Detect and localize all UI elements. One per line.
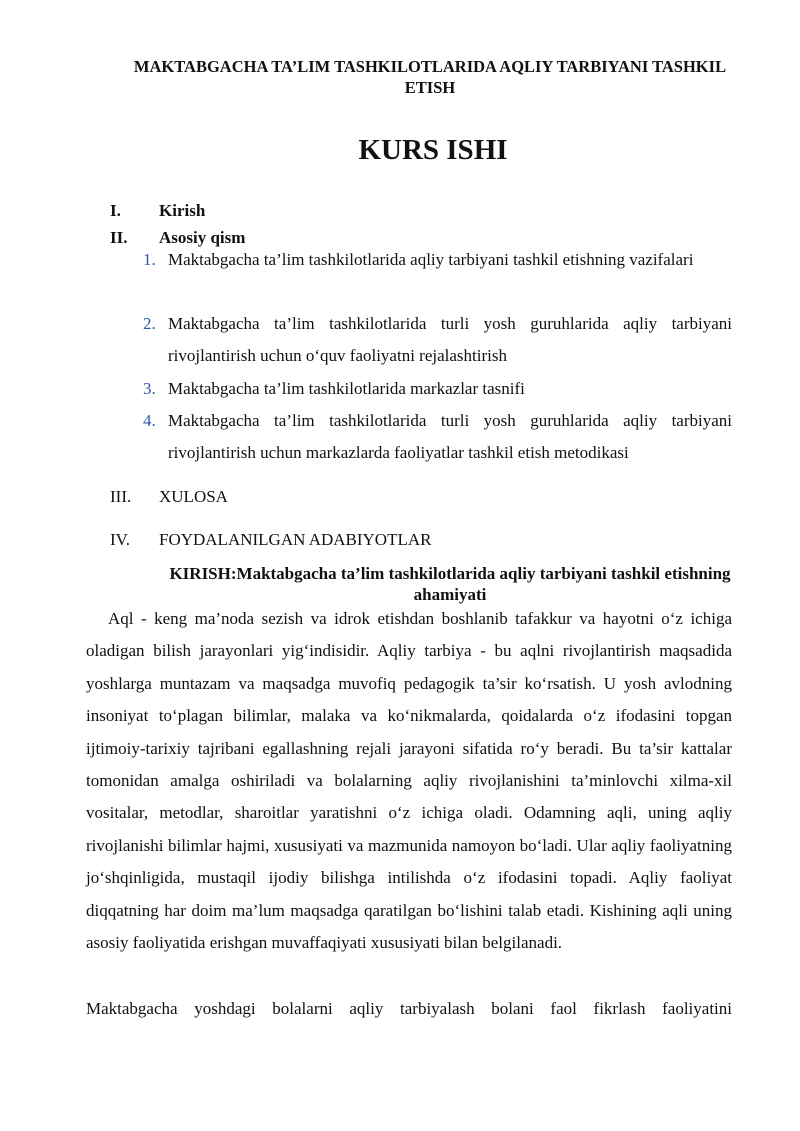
section-heading-kirish: KIRISH:Maktabgacha ta’lim tashkilotlarida aqliy tarbiyani tashkil etishning ahamiyati <box>169 564 731 604</box>
toc-subitem-label: Maktabgacha ta’lim tashkilotlarida aqliy tarbiyani tashkil etishning vazifalari <box>168 250 694 269</box>
toc-label: XULOSA <box>159 487 228 506</box>
toc-number: I. <box>110 201 121 220</box>
toc-subitem-2 <box>143 308 732 372</box>
toc-subitem-number: 1. <box>143 250 156 269</box>
toc-label: Asosiy qism <box>159 228 246 247</box>
document-subtitle: KURS ISHI <box>358 134 508 166</box>
toc-number: IV. <box>110 530 130 549</box>
toc-label: Kirish <box>159 201 206 220</box>
toc-subitem-label: Maktabgacha ta’lim tashkilotlarida turli yosh guruhlarida aqliy tarbiyani rivojlantirish uchun markazlarda faoliyatlar tashkil etish metodikasi <box>168 411 732 462</box>
toc-item-kirish <box>110 200 205 222</box>
toc-number: II. <box>110 228 128 247</box>
toc-subitem-3 <box>143 373 732 405</box>
toc-subitem-number: 3. <box>143 379 156 398</box>
toc-subitem-number: 4. <box>143 411 156 430</box>
toc-label: FOYDALANILGAN ADABIYOTLAR <box>159 530 432 549</box>
toc-item-xulosa <box>110 486 228 508</box>
toc-subitem-1 <box>143 244 732 276</box>
toc-item-adabiyotlar <box>110 529 431 551</box>
toc-subitem-label: Maktabgacha ta’lim tashkilotlarida turli yosh guruhlarida aqliy tarbiyani rivojlantirish uchun o‘quv faoliyatni rejalashtirish <box>168 314 732 365</box>
body-paragraph: Aql - keng ma’noda sezish va idrok etishdan boshlanib tafakkur va hayotni o‘z ichiga oladigan bilish jarayonlari yig‘indisidir. Aqliy tarbiya - bu aqlni rivojlantirish maqsadida yoshlarga muntazam va maqsadga muvofiq pedagogik ta’sir ko‘rsatish. U yosh avlodning insoniyat to‘plagan bilimlar, malaka va ko‘nikmalarda, qoidalarda o‘z ifodasini topgan ijtimoiy-tarixiy tajribani egallashning rejali jarayoni sifatida ro‘y beradi. Bu ta’sir kattalar tomonidan amalga oshiriladi va bolalarning aqliy rivojlanishini ta’minlovchi xilma-xil vositalar, metodlar, sharoitlar yaratishni o‘z ichiga oladi. Odamning aqli, uning aqliy rivojlanishi bilimlar hajmi, xususiyati va mazmunida namoyon bo‘ladi. Ular aqliy faoliyatning jo‘shqinligida, mustaqil ijodiy bilishga intilishda o‘z ifodasini topadi. Aqliy faoliyat diqqatning har doim ma’lum maqsadga qaratilgan bo‘lishini talab etadi. Kishining aqli uning asosiy faoliyatida erishgan muvaffaqiyati xususiyati bilan belgilanadi. <box>86 609 732 953</box>
toc-subitem-number: 2. <box>143 314 156 333</box>
document-title: MAKTABGACHA TA’LIM TASHKILOTLARIDA AQLIY TARBIYANI TASHKIL ETISH <box>133 57 727 97</box>
toc-number: III. <box>110 487 132 506</box>
body-paragraph: Maktabgacha yoshdagi bolalarni aqliy tarbiyalash bolani faol fikrlash faoliyatini <box>86 999 732 1018</box>
toc-subitem-4 <box>143 405 732 469</box>
toc-subitem-label: Maktabgacha ta’lim tashkilotlarida markazlar tasnifi <box>168 379 525 398</box>
